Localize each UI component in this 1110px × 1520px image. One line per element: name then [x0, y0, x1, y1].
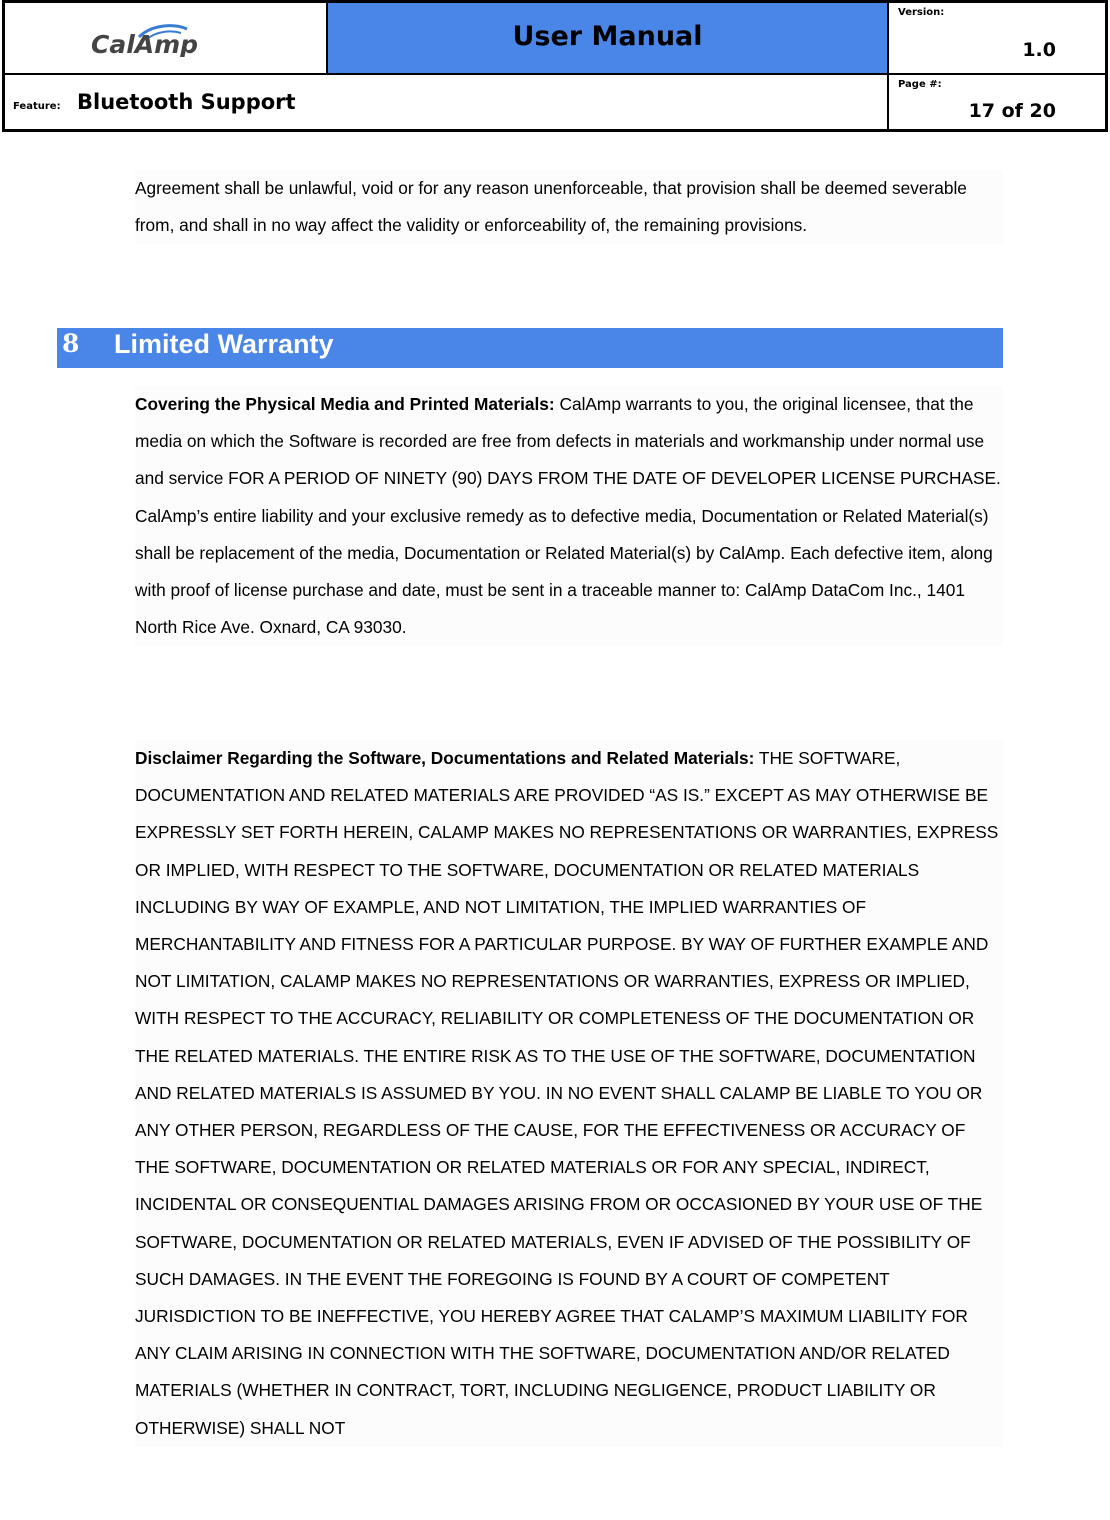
page-label: Page #: [898, 79, 942, 90]
feature-cell [5, 75, 889, 132]
feature-label: Feature: [13, 101, 61, 112]
disclaimer-lead: Disclaimer Regarding the Software, Documentations and Related Materials: [135, 748, 755, 768]
warranty-text: CalAmp warrants to you, the original licensee, that the media on which the Software is recorded are free from defects in materials and workmanship under normal use and service FOR A PERIOD OF NINETY (90) DAYS FROM THE DATE OF DEVELOPER LICENSE PURCHASE. CalAmp’s entire liability and your exclusive remedy as to defective media, Documentation or Related Material(s) shall be replacement of the media, Documentation or Related Material(s) by CalAmp. Each defective item, along with proof of license purchase and date, must be sent in a traceable manner to: CalAmp DataCom Inc., 1401 North Rice Ave. Oxnard, CA 93030. [135, 394, 1001, 638]
logo-cell [5, 3, 328, 75]
section-title: Limited Warranty [114, 329, 334, 359]
warranty-lead: Covering the Physical Media and Printed Materials: [135, 394, 555, 414]
disclaimer-text: THE SOFTWARE, DOCUMENTATION AND RELATED MATERIALS ARE PROVIDED “AS IS.” EXCEPT AS MAY OTHERWISE BE EXPRESSLY SET FORTH HEREIN, CALAMP MAKES NO REPRESENTATIONS OR WARRANTIES, EXPRESS OR IMPLIED, WITH RESPECT TO THE SOFTWARE, DOCUMENTATION OR RELATED MATERIALS INCLUDING BY WAY OF EXAMPLE, AND NOT LIMITATION, THE IMPLIED WARRANTIES OF MERCHANTABILITY AND FITNESS FOR A PARTICULAR PURPOSE. BY WAY OF FURTHER EXAMPLE AND NOT LIMITATION, CALAMP MAKES NO REPRESENTATIONS OR WARRANTIES, EXPRESS OR IMPLIED, WITH RESPECT TO THE ACCURACY, RELIABILITY OR COMPLETENESS OF THE DOCUMENTATION OR THE RELATED MATERIALS. THE ENTIRE RISK AS TO THE USE OF THE SOFTWARE, DOCUMENTATION AND RELATED MATERIALS IS ASSUMED BY YOU. IN NO EVENT SHALL CALAMP BE LIABLE TO YOU OR ANY OTHER PERSON, REGARDLESS OF THE CAUSE, FOR THE EFFECTIVENESS OR ACCURACY OF THE SOFTWARE, DOCUMENTATION OR RELATED MATERIALS OR FOR ANY SPECIAL, INDIRECT, INCIDENTAL OR CONSEQUENTIAL DAMAGES ARISING FROM OR OCCASIONED BY YOUR USE OF THE SOFTWARE, DOCUMENTATION OR RELATED MATERIALS, EVEN IF ADVISED OF THE POSSIBILITY OF SUCH DAMAGES. IN THE EVENT THE FOREGOING IS FOUND BY A COURT OF COMPETENT JURISDICTION TO BE INEFFECTIVE, YOU HEREBY AGREE THAT CALAMP’S MAXIMUM LIABILITY FOR ANY CLAIM ARISING IN CONNECTION WITH THE SOFTWARE, DOCUMENTATION AND/OR RELATED MATERIALS (WHETHER IN CONTRACT, TORT, INCLUDING NEGLIGENCE, PRODUCT LIABILITY OR OTHERWISE) SHALL NOT [135, 748, 999, 1438]
page-number: 17 of 20 [968, 100, 1056, 122]
title-cell [328, 3, 889, 75]
warranty-paragraph [135, 386, 1003, 646]
feature-value: Bluetooth Support [77, 90, 296, 114]
page-header [2, 0, 1108, 132]
logo-wordmark: CalAmp [91, 30, 199, 57]
version-label: Version: [898, 7, 945, 18]
disclaimer-paragraph [135, 740, 1003, 1447]
calamp-logo [91, 23, 247, 57]
section-heading [57, 328, 1003, 368]
page-number-cell [889, 75, 1108, 132]
version-value: 1.0 [1022, 39, 1056, 61]
intro-paragraph [135, 170, 1003, 244]
intro-text: Agreement shall be unlawful, void or for any reason unenforceable, that provision shall be deemed severable from, and shall in no way affect the validity or enforceability of, the remaining provisions. [135, 178, 967, 236]
document-title: User Manual [512, 21, 703, 52]
section-number: 8 [62, 329, 80, 358]
version-cell [889, 3, 1108, 75]
